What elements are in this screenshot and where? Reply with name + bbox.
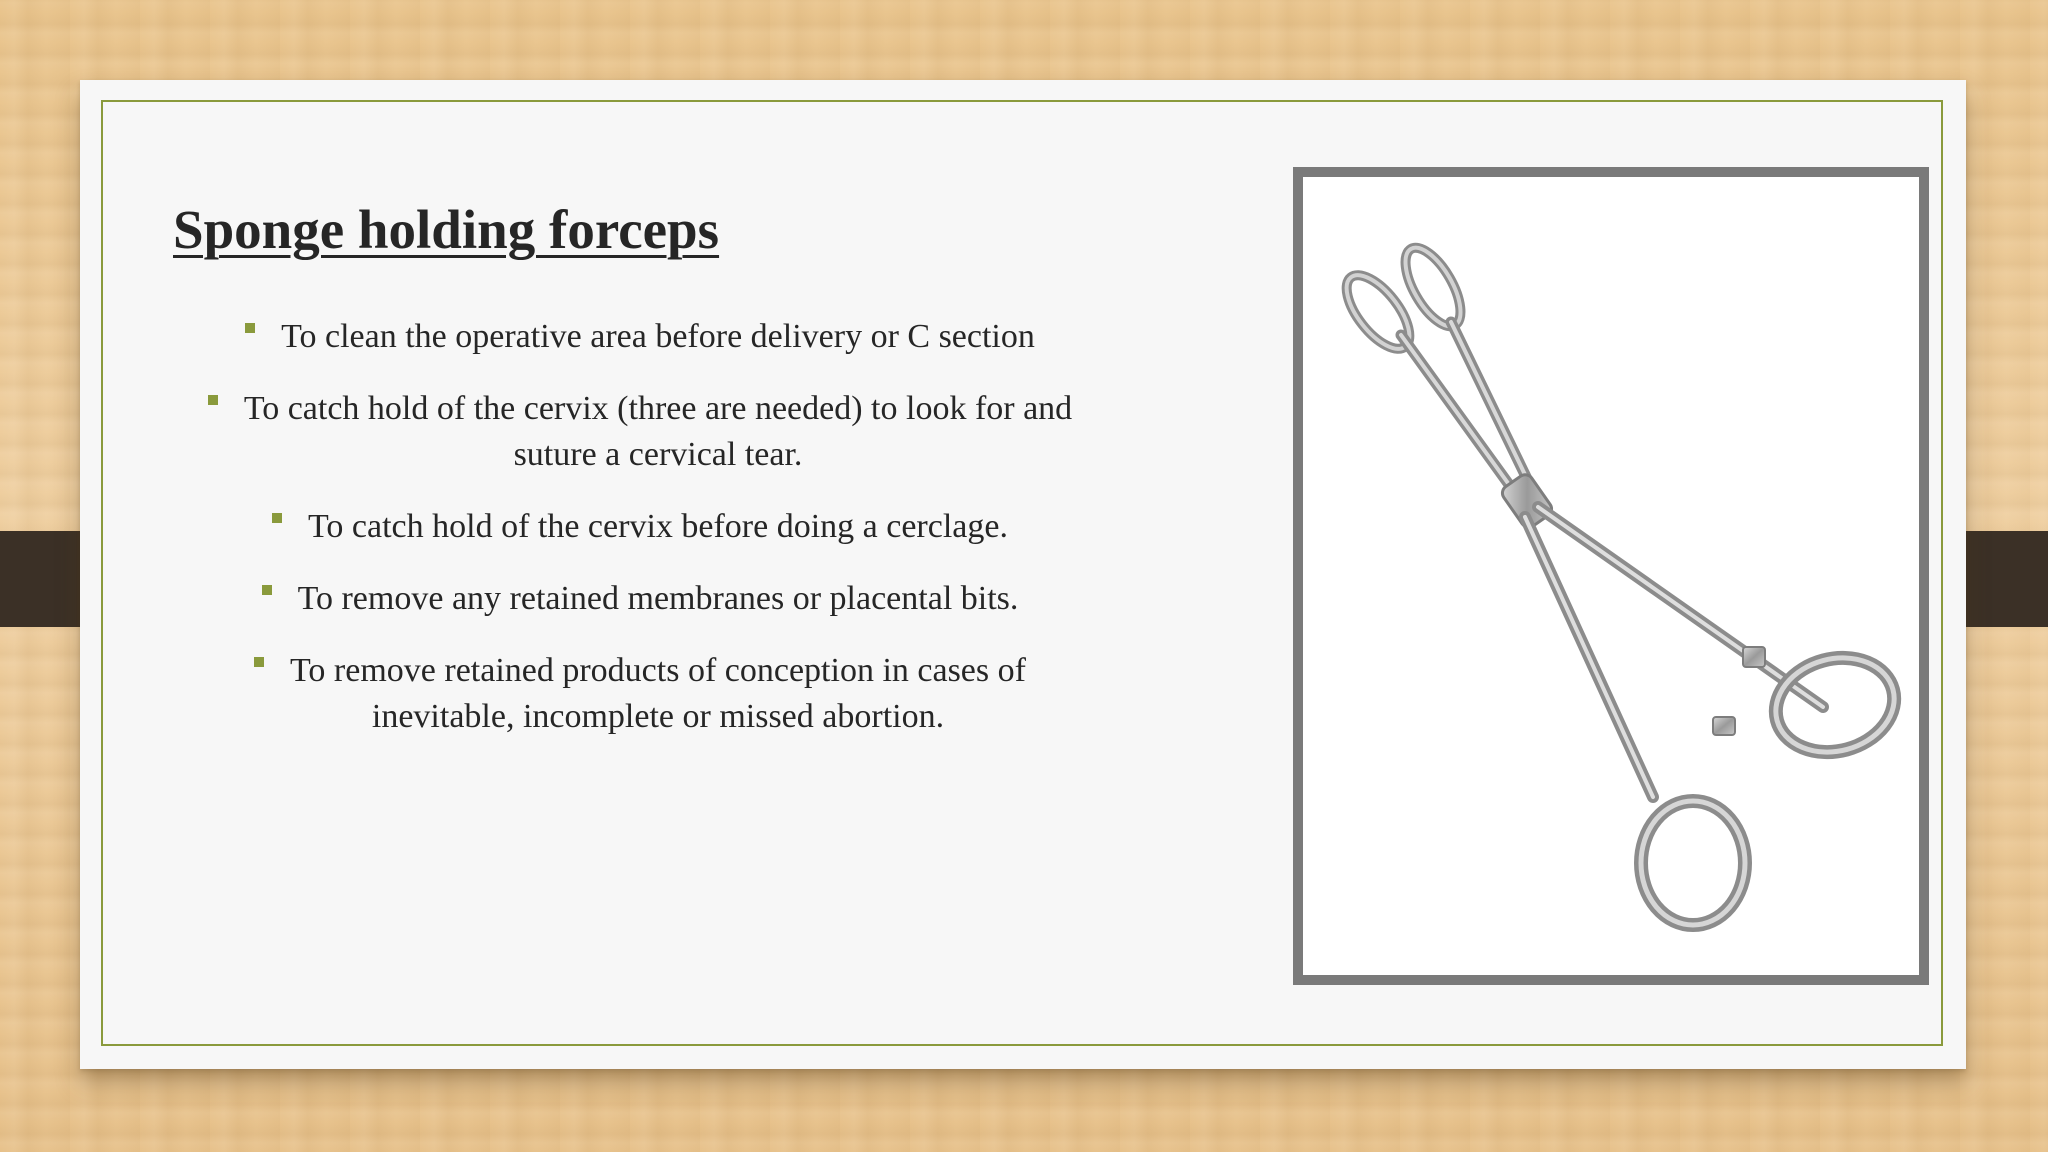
slide — [80, 80, 1966, 1069]
bullet-text: To clean the operative area before delivery or C section — [281, 318, 1035, 355]
bullet-item — [140, 576, 1140, 622]
bullet-item — [140, 504, 1140, 550]
bullet-text: To remove retained products of conception in cases of inevitable, incomplete or missed abortion. — [290, 652, 1026, 735]
bullet-text: To catch hold of the cervix (three are needed) to look for and suture a cervical tear. — [243, 390, 1073, 473]
slide-title: Sponge holding forceps — [173, 199, 720, 260]
bullet-list — [140, 314, 1140, 766]
bullet-item — [140, 314, 1140, 360]
bullet-marker — [245, 323, 255, 333]
sponge-holding-forceps-icon — [1303, 177, 1919, 975]
bullet-item — [140, 386, 1140, 478]
bullet-text: To catch hold of the cervix before doing a cerclage. — [308, 508, 1008, 545]
bullet-marker — [262, 585, 272, 595]
bullet-text: To remove any retained membranes or placental bits. — [297, 580, 1019, 617]
bullet-marker — [254, 657, 264, 667]
forceps-image-frame — [1293, 167, 1929, 985]
bullet-item — [140, 648, 1140, 740]
bullet-marker — [272, 513, 282, 523]
bullet-marker — [208, 395, 218, 405]
